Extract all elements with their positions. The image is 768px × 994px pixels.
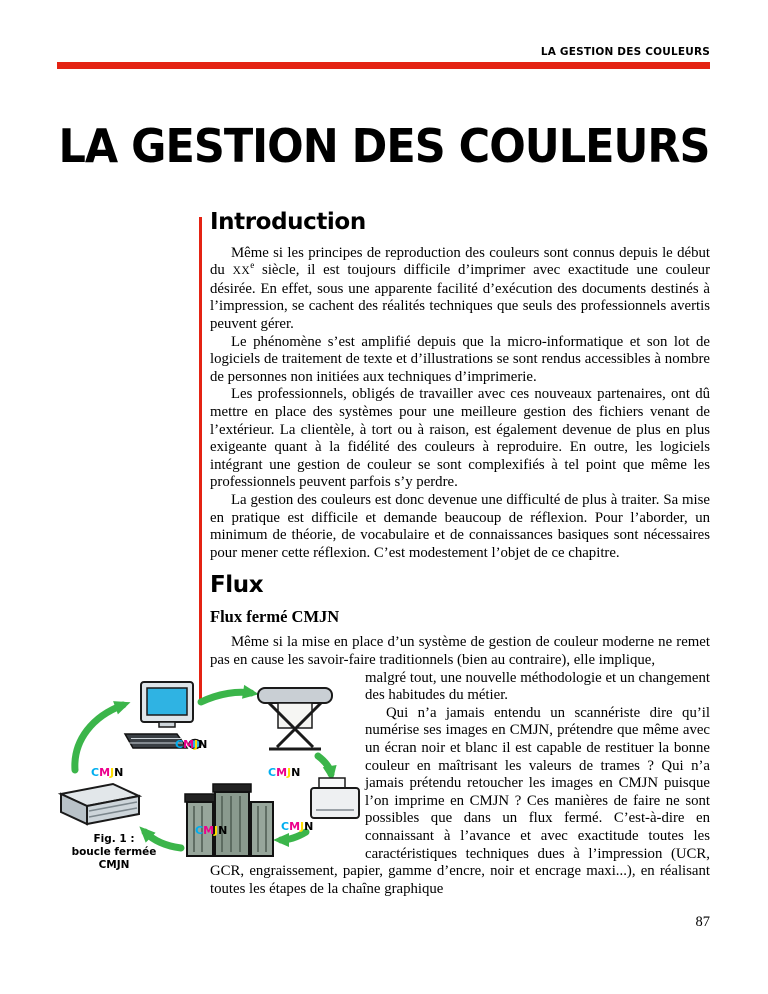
flux-paragraph-3: Qui n’a jamais entendu un scannériste dire qu’il numérise ses images en CMJN, prétendre que même avec un écran noir et blanc il est capable de restituer la bonne couleur en maîtrisant les valeurs de trames ? Qui n’a jamais prétendu retoucher les images en CMJN puisque l’on imprime en CMJN ? Ces manières de faire ne sont possibles que dans un flux fermé. C’est-à-dire en connaissant à l’avance et avec exactitude toutes les caractéristiques techniques dues à l’impression (UCR, GCR, engraissement, papier, gamme d’encre, noir et encrage maxi...), en réalisant toutes les étapes de la chaîne graphique [210,704,710,897]
flux-paragraph-2: malgré tout, une nouvelle méthodologie et un changement des habitudes du métier. [365,669,710,704]
printing-press-icon [185,784,273,856]
header-red-rule [57,62,710,69]
figure-caption [55,833,173,872]
intro-paragraph-3: Les professionnels, obligés de travailler avec ces nouveaux partenaires, ont dû mettre en place des systèmes pour une meilleure gestion des fichiers venant de l’extérieur. La clientèle, à tort ou à raison, est également devenue de plus en plus exigeante quant à la fidélité des couleurs à reproduire. En outre, les logiciels intégrant une gestion de couleur se sont complexifiés à tel point que même les professionnels peuvent parfois s’y perdre. [210,386,710,491]
plotter-icon [258,688,332,749]
intro-p1-text-after: siècle, il est toujours difficile d’imprimer avec exactitude une couleur désirée. En effet, sous une apparente facilité d’exécution des documents destinés à l’impression, se cachent des réalités techniques que seuls des professionnels avertis peuvent gérer. [210,262,711,332]
body-column [71,209,711,898]
cmjn-label: CMJN [195,823,228,837]
intro-paragraph-2: Le phénomène s’est amplifié depuis que la micro-informatique et son lot de logiciels de traitement de texte et d’illustrations se sont rendus accessibles à nombre de personnes non initiées aux techniques d’imprimerie. [210,333,710,385]
figure-boucle-cmjn [55,672,355,871]
cmjn-label: CMJN [175,737,208,751]
intro-paragraph-1 [210,245,710,334]
intro-paragraph-4: La gestion des couleurs est donc devenue une difficulté de plus à traiter. Sa mise en pratique est difficile et demande beaucoup de réflexion. Pour l’aborder, un minimum de théorie, de vocabulaire et de connaissances basiques sont nécessaires pour mener cette réflexion. C’est modestement l’objet de ce chapitre. [210,491,710,561]
printer-icon [311,778,359,818]
scanner-icon [61,784,139,824]
century-smallcaps: XX [232,265,251,278]
intro-heading: Introduction [210,209,366,235]
running-header: LA GESTION DES COULEURS [540,46,710,58]
century-superscript: e [250,260,255,271]
cmjn-label: CMJN [91,765,124,779]
page-title: LA GESTION DES COULEURS [58,120,710,174]
section-left-rule [199,217,202,703]
cmjn-label: CMJN [281,819,314,833]
cmjn-label: CMJN [268,765,301,779]
flux-heading: Flux [210,572,264,599]
flux-subheading: Flux fermé CMJN [210,606,340,626]
page-number: 87 [695,914,710,930]
figure-caption-line1: Fig. 1 : [93,832,135,845]
intro-p1-text: Même si les principes de reproduction des couleurs sont connus depuis le début du [210,244,710,279]
flux-paragraph-1: Même si la mise en place d’un système de gestion de couleur moderne ne remet pas en cause les savoir-faire traditionnels (bien au contraire), elle implique, [210,634,710,669]
figure-caption-line2: boucle fermée CMJN [71,845,157,871]
